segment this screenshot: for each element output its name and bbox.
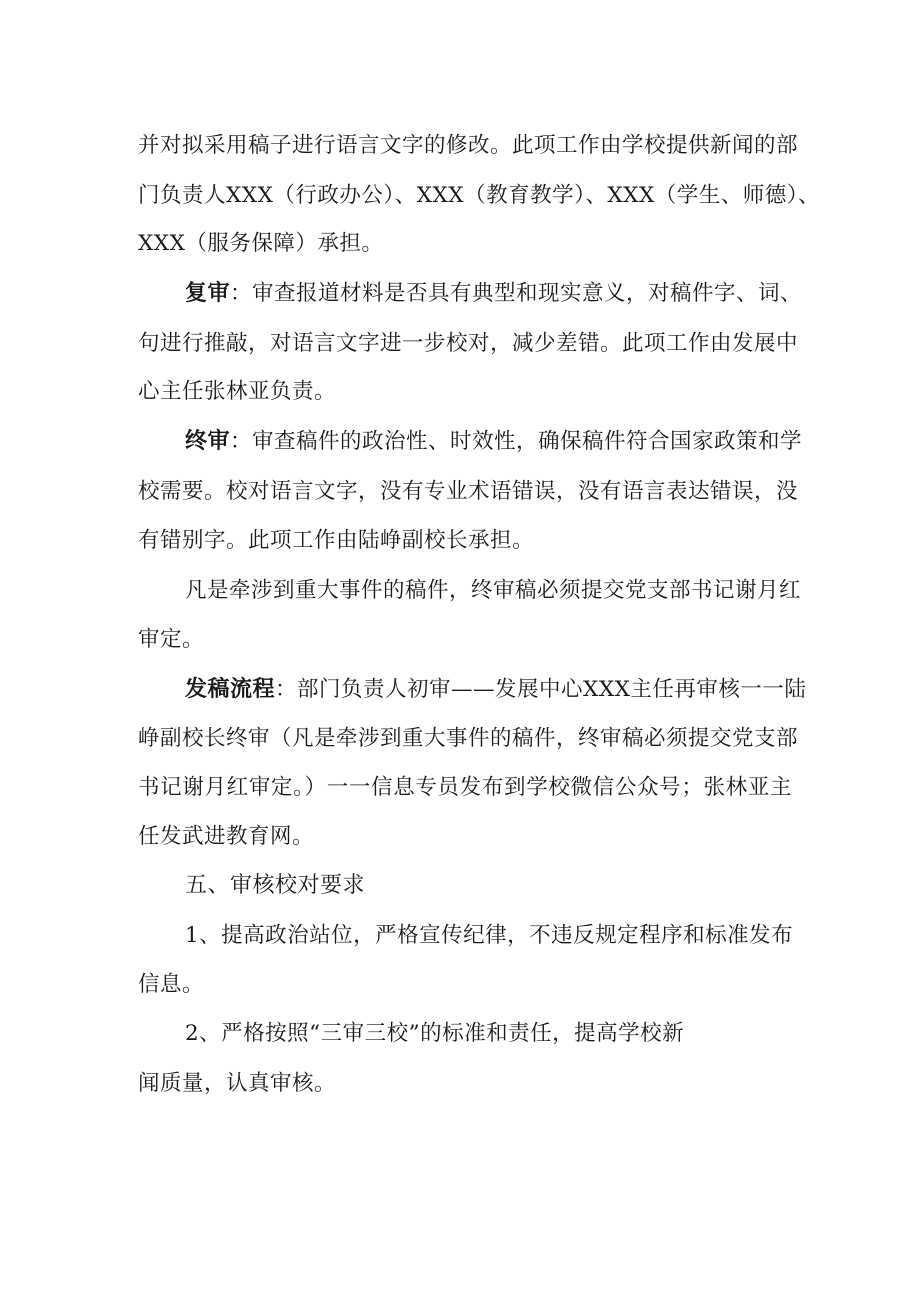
final-review-line-2: 校需要。校对语言文字，没有专业术语错误，没有语言表达错误，没: [138, 479, 799, 504]
intro-line-2: 门负责人XXX（行政办公）、XXX（教育教学）、XXX（学生、师德）、: [138, 183, 821, 208]
section-five-item2-line-1: 2、严格按照“三审三校”的标准和责任，提高学校新: [185, 1021, 685, 1046]
final-review-line-1: [185, 428, 802, 456]
intro-line-1: 并对拟采用稿子进行语言文字的修改。此项工作由学校提供新闻的部: [138, 133, 799, 158]
second-review-text-1: ：审查报道材料是否具有典型和现实意义，对稿件字、词、: [230, 281, 803, 306]
final-review-label: 终审: [185, 429, 231, 454]
process-line-1: [185, 676, 806, 704]
process-line-2: 峥副校长终审（凡是牵涉到重大事件的稿件，终审稿必须提交党支部: [138, 726, 799, 751]
section-five-heading: 五、审核校对要求: [185, 873, 366, 898]
second-review-line-2: 句进行推敲，对语言文字进一步校对，减少差错。此项工作由发展中: [138, 331, 799, 356]
second-review-label: 复审: [185, 281, 231, 306]
process-line-3: 书记谢月红审定。）一一信息专员发布到学校微信公众号；张林亚主: [138, 775, 792, 800]
major-events-line-2: 审定。: [138, 627, 205, 652]
major-events-line-1: 凡是牵涉到重大事件的稿件，终审稿必须提交党支部书记谢月红: [185, 578, 802, 603]
final-review-text-1: ：审查稿件的政治性、时效性，确保稿件符合国家政策和学: [230, 429, 803, 454]
intro-line-3: XXX（服务保障）承担。: [138, 231, 384, 256]
process-line-4: 任发武进教育网。: [138, 824, 315, 849]
process-label: 发稿流程: [185, 677, 276, 702]
final-review-line-3: 有错别字。此项工作由陆峥副校长承担。: [138, 528, 535, 553]
section-five-item1-line-2: 信息。: [138, 972, 205, 997]
section-five-item2-line-2: 闻质量，认真审核。: [138, 1071, 337, 1096]
second-review-line-1: [185, 280, 802, 308]
second-review-line-3: 心主任张林亚负责。: [138, 379, 337, 404]
section-five-item1-line-1: 1、提高政治站位，严格宣传纪律，不违反规定程序和标准发布: [185, 923, 794, 948]
process-text-1: ：部门负责人初审——发展中心XXX主任再审核一一陆: [275, 677, 807, 702]
